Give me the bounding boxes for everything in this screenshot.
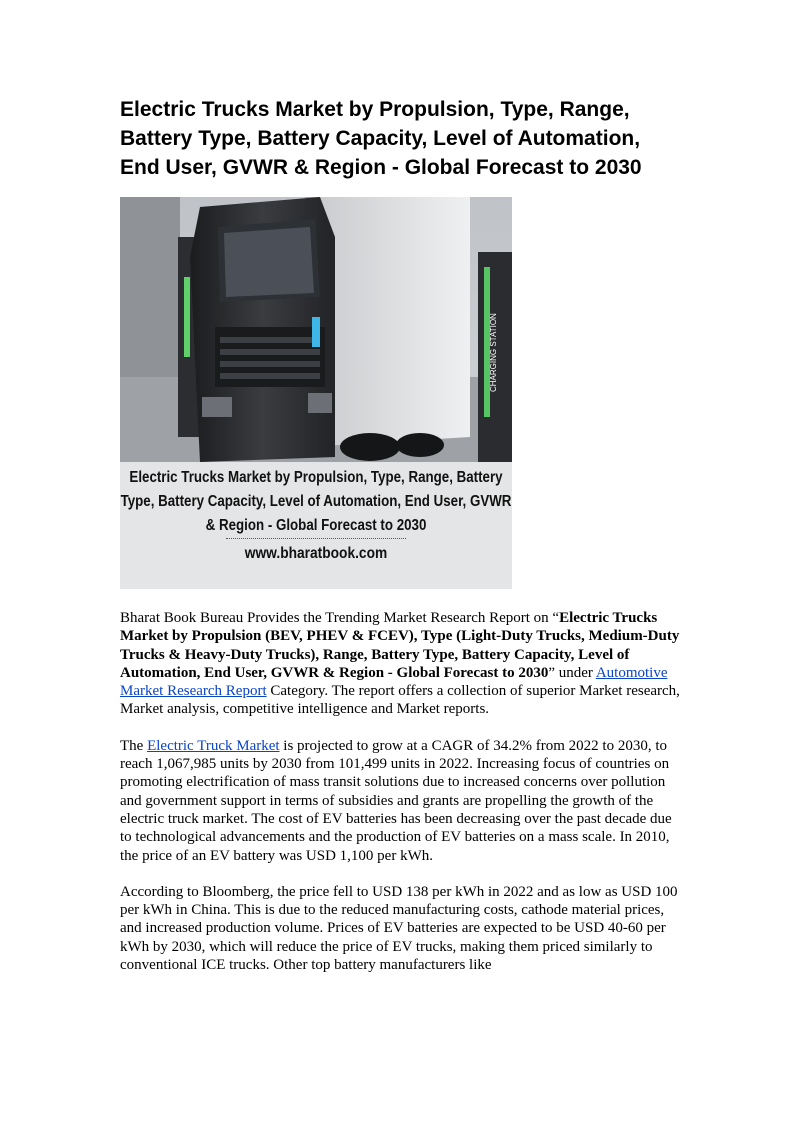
market-tail: is projected to grow at a CAGR of 34.2% from 2022 to 2030, to reach 1,067,985 units by 2030 from 101,499 units in 2022. Increasing focus of countries on promoting electrification of mass transit solutions due to increased concerns over pollution and government support in terms of subsidies and grants are propelling the growth of the electric truck market. The cost of EV batteries has been decreasing over the past decade due to technological advancements and the production of EV batteries on a mass scale. In 2010, the price of an EV battery was USD 1,100 per kWh. bbox=[120, 737, 672, 864]
paragraph-intro bbox=[120, 609, 680, 719]
intro-mid: ” under bbox=[548, 664, 596, 681]
report-title-bold: Electric Trucks Market by Propulsion (BEV, PHEV & FCEV), Type (Light-Duty Trucks, Medium-Duty Trucks & Heavy-Duty Trucks), Range, Battery Type, Battery Capacity, Level of Automation, End User, GVWR & Region - Global Forecast to 2030 bbox=[120, 610, 680, 681]
electric-truck-market-link[interactable]: Electric Truck Market bbox=[147, 737, 280, 754]
automotive-report-link[interactable]: Automotive Market Research Report bbox=[120, 664, 668, 700]
caption-divider bbox=[226, 538, 406, 539]
intro-lead: Bharat Book Bureau Provides the Trending Market Research Report on “ bbox=[120, 610, 560, 626]
hero-image bbox=[120, 197, 512, 589]
paragraph-market bbox=[120, 737, 680, 865]
article-body bbox=[120, 609, 680, 992]
hero-caption-url: www.bharatbook.com bbox=[244, 545, 388, 562]
intro-tail: Category. The report offers a collection of superior Market research, Market analysis, competitive intelligence and Market reports. bbox=[120, 683, 680, 718]
page-title: Electric Trucks Market by Propulsion, Type, Range, Battery Type, Battery Capacity, Level of Automation, End User, GVWR & Region - Global Forecast to 2030 bbox=[120, 98, 642, 179]
station-label: CHARGING STATION bbox=[489, 313, 498, 392]
market-lead: The bbox=[120, 737, 148, 754]
hero-caption bbox=[120, 462, 512, 589]
paragraph-battery: According to Bloomberg, the price fell to USD 138 per kWh in 2022 and as low as USD 100 per kWh in China. This is due to the reduced manufacturing costs, cathode material prices, and increased production volume. Prices of EV batteries are expected to be USD 40-60 per kWh by 2030, which will reduce the price of EV trucks, making them priced similarly to conventional ICE trucks. Other top battery manufacturers like bbox=[120, 883, 678, 974]
hero-caption-text: Electric Trucks Market by Propulsion, Type, Range, Battery Type, Battery Capacity, Level of Automation, End User, GVWR & Region - Global Forecast to 2030 bbox=[120, 469, 512, 534]
